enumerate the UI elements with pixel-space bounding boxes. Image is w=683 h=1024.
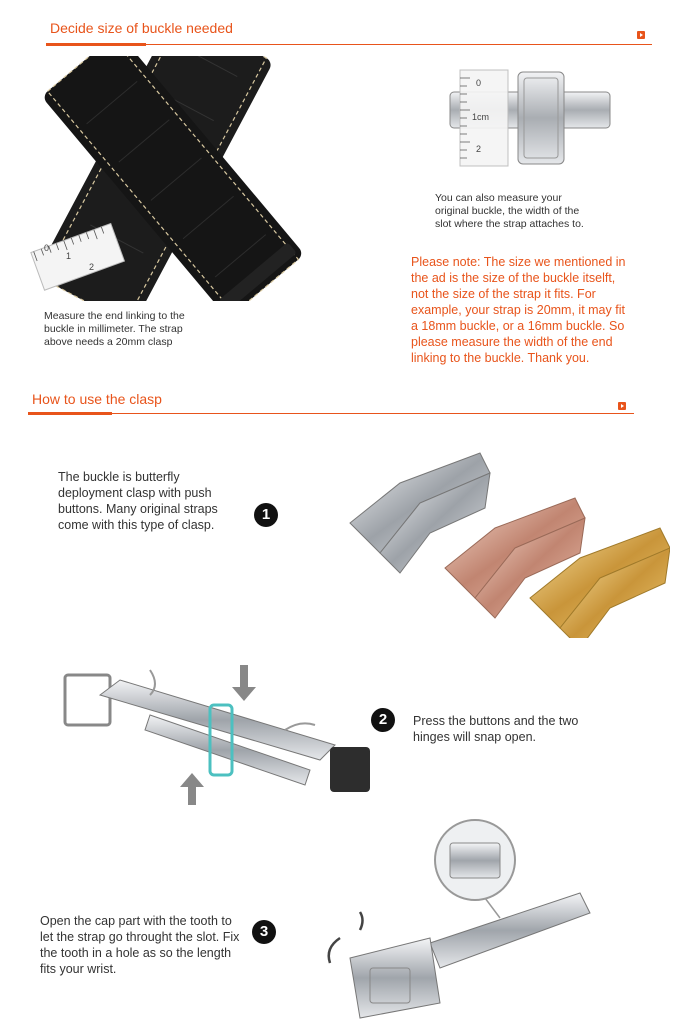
section-accent-bar xyxy=(28,412,112,415)
ruler-label: 0 xyxy=(44,243,50,253)
ruler-label: 2 xyxy=(476,144,482,154)
section-divider xyxy=(28,413,634,414)
three-clasps-image xyxy=(340,428,670,638)
step-1-badge: 1 xyxy=(254,503,278,527)
clasp-open-diagram xyxy=(60,655,380,825)
strap-caption: Measure the end linking to the buckle in millimeter. The strap above needs a 20mm clasp xyxy=(44,310,185,348)
section-title-usage: How to use the clasp xyxy=(32,391,162,407)
play-arrow-icon[interactable] xyxy=(618,402,626,410)
clasp-tooth-diagram xyxy=(310,818,600,1024)
step-1-text: The buckle is butterfly deployment clasp with push buttons. Many original straps come with this type of clasp. xyxy=(58,470,218,532)
step-2-badge: 2 xyxy=(371,708,395,732)
size-note: Please note: The size we mentioned in the ad is the size of the buckle itselft, not the size of the strap it fits. For example, your strap is 20mm, it may fit a 18mm buckle, or a 16mm buckle. So please measure the width of the end linking to the buckle. Thank you. xyxy=(411,255,626,365)
step-3-badge: 3 xyxy=(252,920,276,944)
ruler-label: 1 xyxy=(66,251,72,261)
ruler-label: 0 xyxy=(476,78,482,88)
buckle-caption: You can also measure your original buckle, the width of the slot where the strap attaches to. xyxy=(435,192,584,230)
section-accent-bar xyxy=(46,43,146,46)
ruler-label: 1cm xyxy=(472,112,490,122)
ruler-label: 2 xyxy=(89,262,95,272)
step-2-text: Press the buttons and the two hinges will snap open. xyxy=(413,714,579,744)
leather-strap-image xyxy=(30,56,350,301)
buckle-ruler-image xyxy=(440,64,620,169)
step-3-text: Open the cap part with the tooth to let the strap go throught the slot. Fix the tooth in a hole as so the length fits your wrist. xyxy=(40,914,240,976)
play-arrow-icon[interactable] xyxy=(637,31,645,39)
section-title-size: Decide size of buckle needed xyxy=(50,20,233,36)
